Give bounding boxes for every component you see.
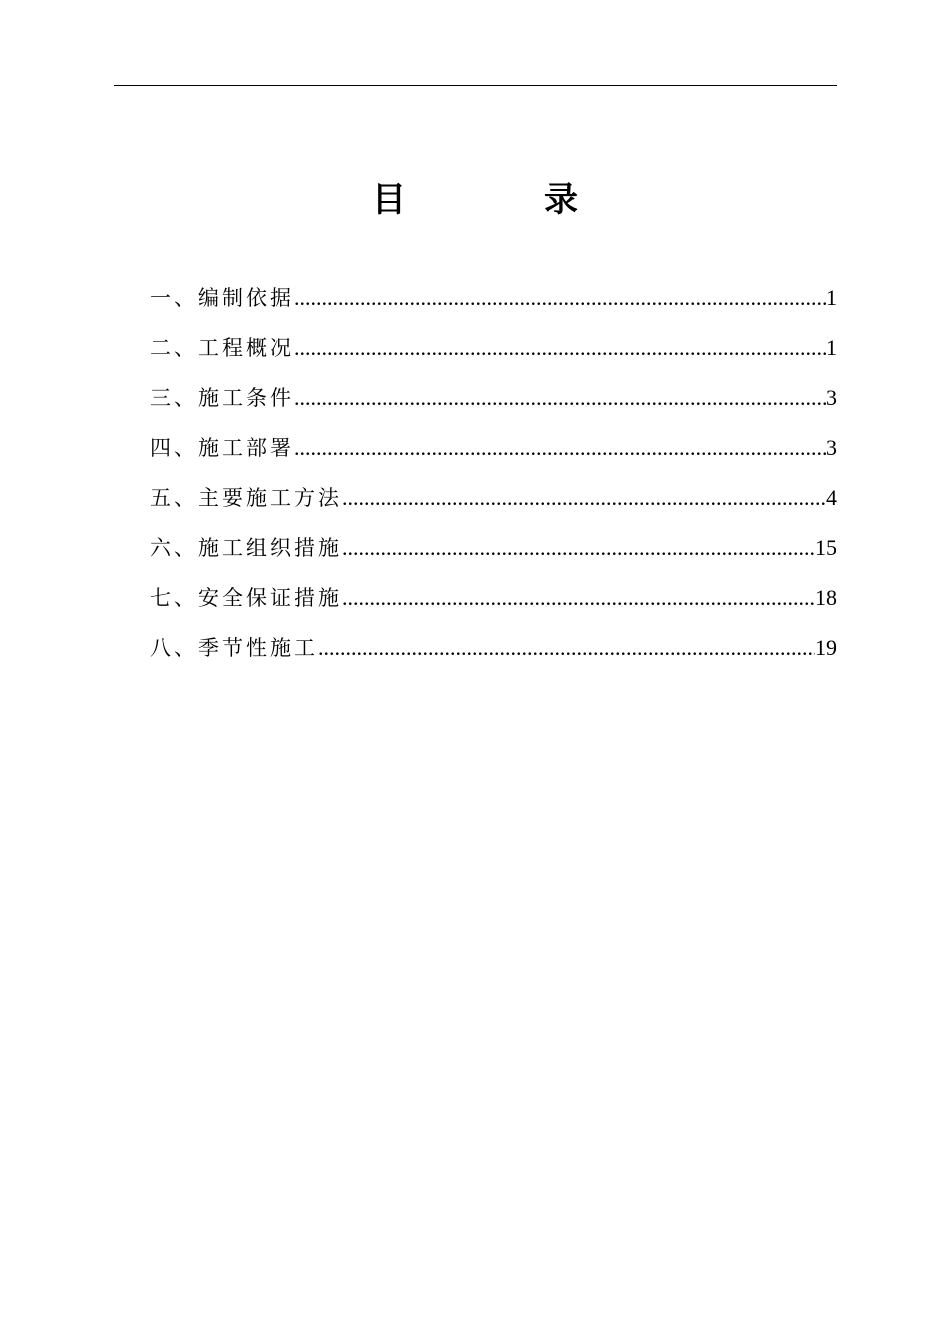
toc-entry-label: 七、安全保证措施 <box>150 586 342 610</box>
toc-entry-label: 六、施工组织措施 <box>150 536 342 560</box>
toc-entry[interactable] <box>150 533 837 583</box>
toc-entry-label: 八、季节性施工 <box>150 636 318 660</box>
toc-dot-leader <box>318 633 815 663</box>
toc-dot-leader <box>294 283 826 313</box>
toc-dot-leader <box>294 433 826 463</box>
toc-dot-leader <box>342 583 815 613</box>
toc-dot-leader <box>294 383 826 413</box>
toc-entry-label: 五、主要施工方法 <box>150 486 342 510</box>
toc-entry-page: 15 <box>815 535 837 560</box>
toc-entry-page: 1 <box>826 285 837 310</box>
toc-dot-leader <box>342 483 826 513</box>
toc-entry-page: 19 <box>815 635 837 660</box>
toc-list <box>150 283 837 683</box>
toc-entry[interactable] <box>150 383 837 433</box>
toc-entry-label: 三、施工条件 <box>150 386 294 410</box>
toc-title: 目 录 <box>372 180 630 220</box>
toc-entry[interactable] <box>150 633 837 683</box>
toc-dot-leader <box>294 333 826 363</box>
toc-entry-page: 3 <box>826 385 837 410</box>
toc-dot-leader <box>342 533 815 563</box>
toc-entry[interactable] <box>150 283 837 333</box>
toc-entry[interactable] <box>150 483 837 533</box>
toc-entry-page: 1 <box>826 335 837 360</box>
toc-entry-page: 18 <box>815 585 837 610</box>
toc-entry[interactable] <box>150 433 837 483</box>
toc-entry[interactable] <box>150 333 837 383</box>
toc-entry-label: 一、编制依据 <box>150 286 294 310</box>
toc-entry-page: 3 <box>826 435 837 460</box>
toc-entry-label: 二、工程概况 <box>150 336 294 360</box>
toc-entry[interactable] <box>150 583 837 633</box>
toc-entry-label: 四、施工部署 <box>150 436 294 460</box>
header-rule <box>114 85 837 86</box>
toc-entry-page: 4 <box>826 485 837 510</box>
